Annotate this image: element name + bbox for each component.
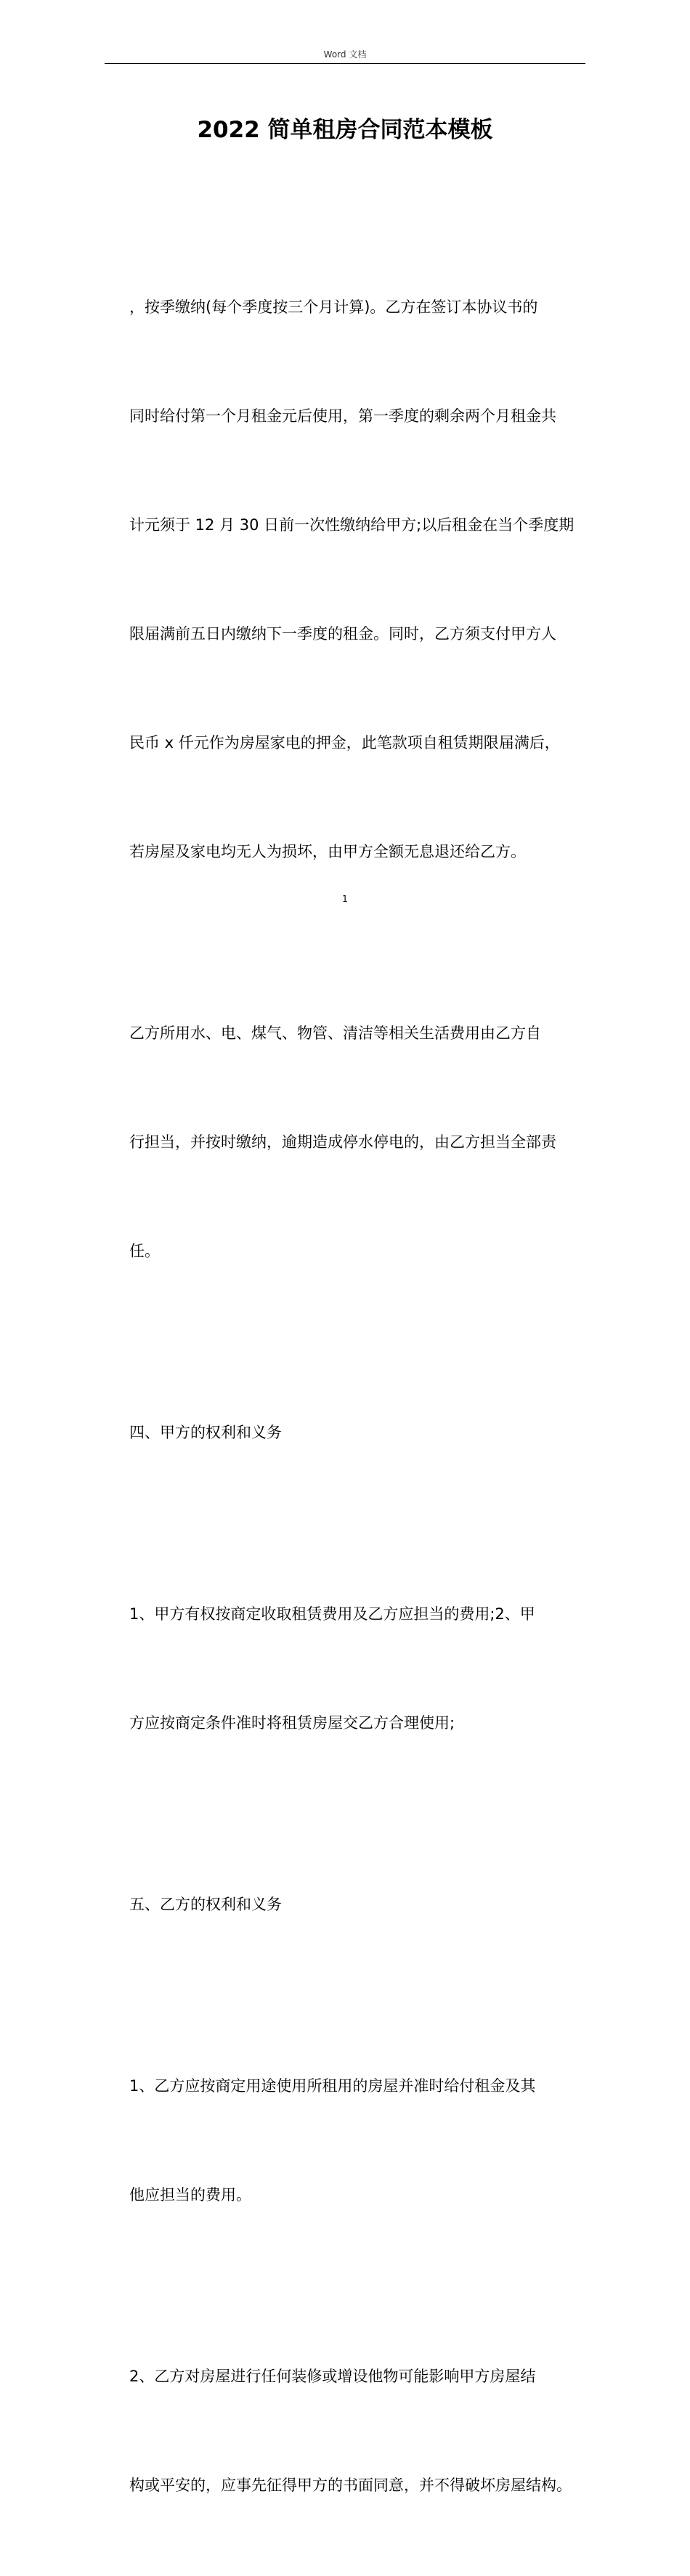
page-number: 1 [342, 894, 348, 904]
text-line: 四、甲方的权利和义务 [129, 1424, 282, 1441]
text-line: 他应担当的费用。 [129, 2186, 251, 2204]
paragraph-party-b-item-1 [129, 1995, 594, 2286]
text-line: 若房屋及家电均无人为损坏，由甲方全额无息退还给乙方。 [129, 843, 526, 860]
paragraph-party-a-rights [129, 1523, 594, 1814]
text-line: 行担当，并按时缴纳，逾期造成停水停电的，由乙方担当全部责 [129, 1133, 556, 1151]
paragraph-rent-payment [129, 216, 594, 942]
document-body [129, 216, 594, 2576]
text-line: 构或平安的，应事先征得甲方的书面同意，并不得破坏房屋结构。 [129, 2477, 572, 2494]
text-line: 五、乙方的权利和义务 [129, 1896, 282, 1913]
text-line: 2、乙方对房屋进行任何装修或增设他物可能影响甲方房屋结 [129, 2368, 536, 2385]
section-heading-party-a [129, 1342, 594, 1523]
text-line: 限届满前五日内缴纳下一季度的租金。同时，乙方须支付甲方人 [129, 625, 556, 643]
header-rule [105, 63, 585, 64]
text-line: 1、甲方有权按商定收取租赁费用及乙方应担当的费用;2、甲 [129, 1605, 535, 1623]
text-line: 乙方所用水、电、煤气、物管、清洁等相关生活费用由乙方自 [129, 1024, 541, 1042]
text-line: 任。 [129, 1242, 160, 1260]
text-line: ，按季缴纳(每个季度按三个月计算)。乙方在签订本协议书的 [129, 298, 538, 316]
text-line: 计元须于 12 月 30 日前一次性缴纳给甲方;以后租金在当个季度期 [129, 516, 575, 534]
paragraph-party-b-item-2 [129, 2286, 594, 2576]
paragraph-living-expenses [129, 942, 594, 1342]
text-line: 1、乙方应按商定用途使用所租用的房屋并准时给付租金及其 [129, 2077, 536, 2095]
text-line: 民币 x 仟元作为房屋家电的押金，此笔款项自租赁期限届满后， [129, 734, 560, 751]
text-line: 方应按商定条件准时将租赁房屋交乙方合理使用; [129, 1714, 455, 1732]
section-heading-party-b [129, 1814, 594, 1995]
text-line: 同时给付第一个月租金元后使用，第一季度的剩余两个月租金共 [129, 407, 556, 425]
document-title: 2022 简单租房合同范本模板 [197, 117, 493, 143]
page-header: Word 文档 [323, 49, 367, 60]
